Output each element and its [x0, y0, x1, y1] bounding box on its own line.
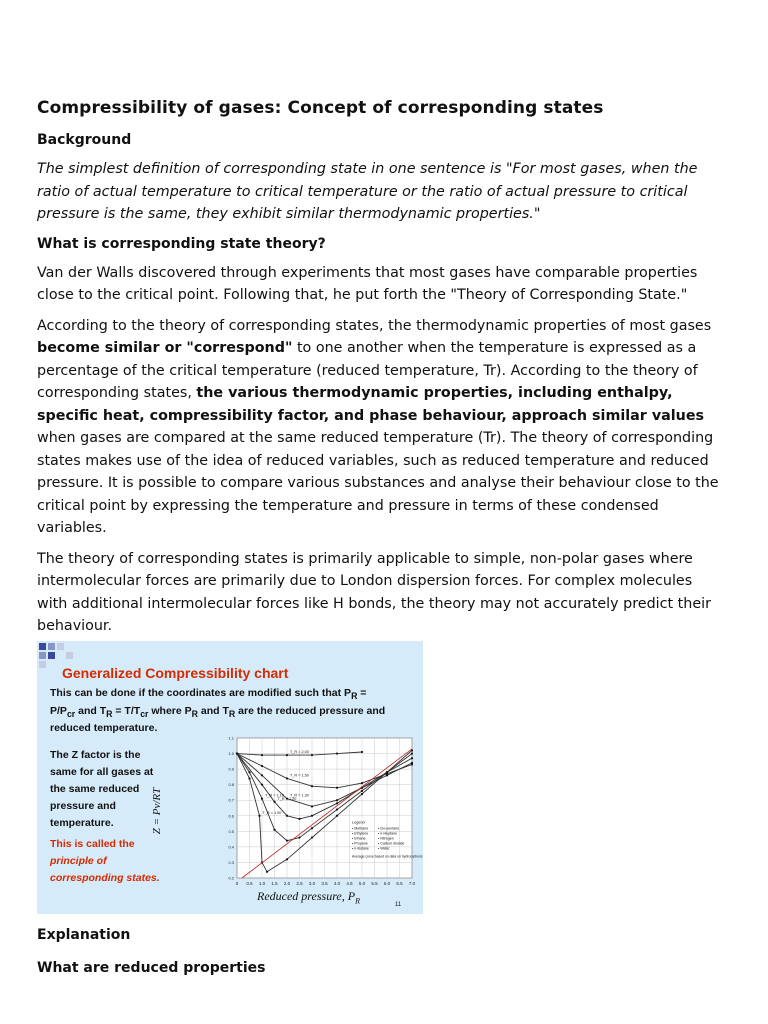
data-point [286, 777, 288, 779]
data-point [311, 836, 313, 838]
reduced-properties-heading: What are reduced properties [37, 960, 266, 976]
series-label: T_R = 1.20 [277, 796, 297, 801]
series-label: T_R = 1.10 [265, 793, 284, 798]
background-heading: Background [37, 132, 132, 148]
data-point [311, 754, 313, 756]
reduced-properties-section [37, 960, 727, 986]
slide-number: 11 [395, 902, 402, 908]
y-tick-label: 0.7 [228, 797, 234, 803]
figure-principle-text [50, 836, 180, 887]
data-point [261, 784, 263, 786]
background-paragraph: The simplest definition of corresponding state in one sentence is "For most gases, when the ratio of actual temperature to critical temperature or the ratio of actual pressure to critical pressure is the same, they exhibit similar thermodynamic properties." [37, 161, 698, 222]
legend-entry: • Propane [352, 841, 368, 846]
data-point [261, 774, 263, 776]
compressibility-plot [202, 733, 423, 888]
paragraph-theory [37, 315, 727, 540]
what-heading: What is corresponding state theory? [37, 235, 326, 252]
y-tick-label: 1.1 [228, 735, 234, 741]
legend-entry: • Ethane [352, 836, 366, 841]
legend-entry: • Methane [352, 826, 369, 831]
y-tick-label: 0.3 [228, 859, 234, 865]
x-tick-label: 4.0 [333, 881, 341, 886]
z-axis-label [151, 771, 185, 835]
figure-intro-label: This can be done if the coordinates are modified such that P [50, 687, 352, 699]
series-label: T_R = 2.00 [290, 750, 309, 755]
figure-title: Generalized Compressibility chart [62, 665, 289, 681]
explanation-heading: Explanation [37, 927, 131, 943]
document-body [37, 98, 727, 646]
x-tick-label: 2.5 [296, 881, 303, 886]
x-tick-label: 1.0 [258, 881, 266, 886]
data-point [361, 790, 363, 792]
para2-part-d: when gases are compared at the same reduced temperature (Tr). The theory of corresponding states makes use of the idea of reduced variables, such as reduced temperature and reduced pressure. It is possible to compare various substances and analyse their behaviour close to the critical point by expressing the temperature and pressure in terms of these condensed variables. [37, 430, 719, 536]
x-axis-label [257, 889, 360, 905]
data-point [361, 782, 363, 784]
data-point [336, 752, 338, 754]
series-label: T_R = 1.00 [262, 810, 282, 815]
legend-entry: • n-Butane [352, 846, 369, 851]
data-point [336, 802, 338, 804]
x-axis-label-text: Reduced pressure, P [257, 889, 356, 903]
legend-entry: • Water [378, 846, 390, 851]
para2-bold-2: the various thermodynamic properties, including enthalpy, specific heat, compressibility factor, and phase behaviour, approach similar values [37, 385, 705, 424]
data-point [336, 799, 338, 801]
data-point [336, 815, 338, 817]
x-tick-label: 3.0 [308, 881, 316, 886]
data-point [361, 793, 363, 795]
x-tick-label: 0 [235, 881, 239, 886]
legend-entry: • Ethylene [352, 831, 369, 836]
y-tick-label: 1.0 [228, 751, 234, 757]
legend-title: Legend [352, 820, 365, 825]
data-point [248, 777, 250, 779]
y-tick-label: 0.6 [228, 813, 234, 819]
data-point [386, 771, 388, 773]
data-point [311, 815, 313, 817]
legend-note: Average curve based on data on hydrocarbons [352, 854, 423, 859]
figure-intro-text: This can be done if the coordinates are modified such that $P_R$ = $P/P_{cr}$ and $T_R = T/T_{cr}$ where $P_R$ and $T_R$ are the reduced pressure and reduced temperature. [50, 687, 386, 735]
y-tick-label: 0.2 [228, 875, 234, 881]
y-tick-label: 0.9 [228, 766, 234, 772]
data-point [411, 762, 413, 764]
y-tick-label: 0.5 [228, 828, 234, 834]
para2-bold-1: become similar or "correspond" [37, 340, 293, 356]
data-point [286, 815, 288, 817]
data-point [311, 785, 313, 787]
data-point [286, 840, 288, 842]
data-point [311, 827, 313, 829]
data-point [248, 771, 250, 773]
data-point [266, 871, 268, 873]
series-label: T_R = 1.50 [290, 773, 309, 778]
x-tick-label: 1.5 [271, 881, 278, 886]
x-axis-label-sub: R [355, 896, 360, 906]
y-tick-label: 0.4 [228, 844, 234, 850]
x-tick-label: 3.5 [321, 881, 328, 886]
x-tick-label: 2.0 [283, 881, 291, 886]
legend-entry: • Iso-pentane [378, 826, 400, 831]
x-tick-label: 5.5 [371, 881, 378, 886]
data-point [411, 752, 413, 754]
y-tick-label: 0.8 [228, 782, 234, 788]
principle-line-2: principle of corresponding states. [50, 855, 160, 884]
data-point [258, 815, 260, 817]
data-point [286, 754, 288, 756]
compressibility-figure [37, 641, 423, 914]
page-title: Compressibility of gases: Concept of corresponding states [37, 98, 604, 118]
explanation-section [37, 927, 727, 953]
data-point [361, 751, 363, 753]
data-point [236, 752, 238, 754]
x-tick-label: 0.5 [246, 881, 253, 886]
data-point [386, 774, 388, 776]
data-point [336, 787, 338, 789]
legend-entry: • Nitrogen [378, 836, 394, 841]
x-tick-label: 5.0 [358, 881, 366, 886]
data-point [286, 858, 288, 860]
principle-line-1: This is called the [50, 838, 135, 850]
data-point [411, 757, 413, 759]
data-point [298, 818, 300, 820]
svg-text:Z = Pv/RT: Z = Pv/RT [151, 787, 163, 835]
x-tick-label: 4.5 [346, 881, 353, 886]
x-tick-label: 7.0 [408, 881, 416, 886]
data-point [273, 801, 275, 803]
x-tick-label: 6.0 [383, 881, 391, 886]
data-point [298, 836, 300, 838]
x-tick-label: 6.5 [396, 881, 403, 886]
legend-entry: • n-Heptane [378, 831, 398, 836]
data-point [261, 798, 263, 800]
para2-part-c: to one another when the temperature is expressed as a percentage of the critical temperature (reduced temperature, Tr). According to the theory of corresponding states, [37, 340, 698, 401]
legend-entry: • Carbon dioxide [378, 841, 405, 846]
data-point [261, 754, 263, 756]
para2-part-a: According to the theory of corresponding states, the thermodynamic properties of most gases [37, 317, 712, 334]
series-label: T_R = 1.30 [290, 793, 309, 798]
figure-z-factor-text: The Z factor is the same for all gases at the same reduced pressure and temperature. [50, 749, 154, 829]
paragraph-van-der-walls: Van der Walls discovered through experiments that most gases have comparable properties close to the critical point. Following that, he put forth the "Theory of Corresponding State." [37, 264, 698, 303]
paragraph-applicability: The theory of corresponding states is primarily applicable to simple, non-polar gases where intermolecular forces are primarily due to London dispersion forces. For complex molecules with additional intermolecular forces like H bonds, the theory may not accurately predict their behaviour. [37, 550, 711, 634]
data-point [311, 805, 313, 807]
data-point [261, 765, 263, 767]
data-point [336, 808, 338, 810]
data-point [273, 829, 275, 831]
